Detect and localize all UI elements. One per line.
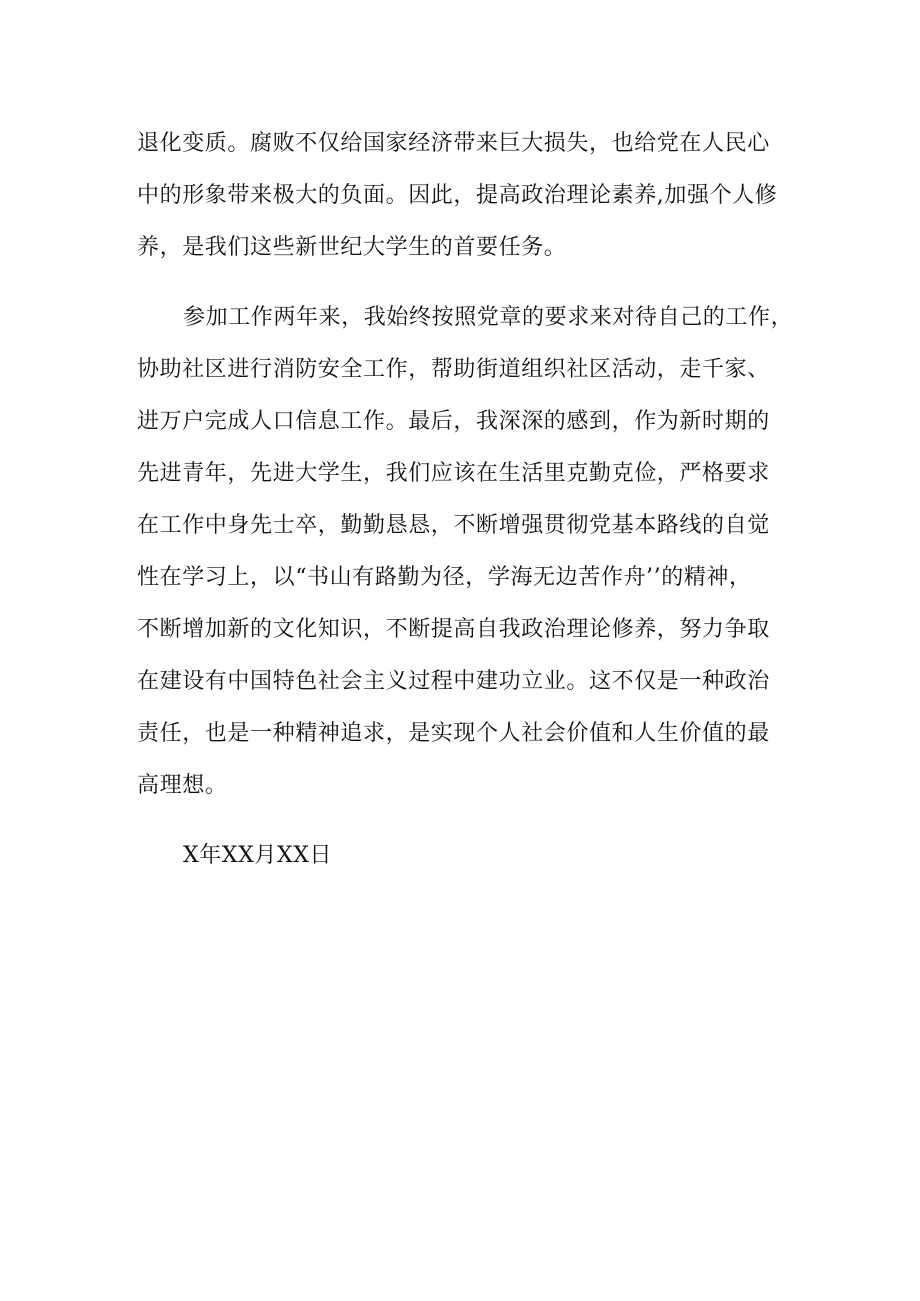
paragraph-1	[137, 118, 797, 274]
paragraph-2-line: 责任，也是一种精神追求，是实现个人社会价值和人生价值的最	[137, 721, 770, 746]
paragraph-2-line: 进万户完成人口信息工作。最后，我深深的感到，作为新时期的	[137, 409, 770, 434]
paragraph-2-line: 不断增加新的文化知识，不断提高自我政治理论修养，努力争取	[137, 617, 770, 642]
paragraph-spacer	[137, 812, 797, 830]
paragraph-2-line: 性在学习上，以“书山有路勤为径，学海无边苦作舟’’的精神，	[137, 565, 752, 590]
document-body	[137, 118, 797, 882]
paragraph-2-line: 高理想。	[137, 773, 228, 798]
paragraph-2-line: 参加工作两年来，我始终按照党章的要求来对待自己的工作，	[183, 305, 794, 330]
paragraph-2-line: 在工作中身先士卒，勤勤恳恳，不断增强贯彻党基本路线的自觉	[137, 513, 770, 538]
paragraph-2-line: 在建设有中国特色社会主义过程中建功立业。这不仅是一种政治	[137, 669, 770, 694]
paragraph-2-line: 协助社区进行消防安全工作，帮助街道组织社区活动，走千家、	[137, 357, 770, 382]
document-date: X年XX月XX日	[183, 843, 333, 868]
paragraph-1-line: 养，是我们这些新世纪大学生的首要任务。	[137, 235, 567, 260]
paragraph-2-line: 先进青年，先进大学生，我们应该在生活里克勤克俭，严格要求	[137, 461, 770, 486]
paragraph-2	[137, 292, 797, 812]
paragraph-spacer	[137, 274, 797, 292]
paragraph-1-line: 中的形象带来极大的负面。因此，提高政治理论素养,加强个人修	[137, 183, 778, 208]
paragraph-1-line: 退化变质。腐败不仅给国家经济带来巨大损失，也给党在人民心	[137, 131, 770, 156]
